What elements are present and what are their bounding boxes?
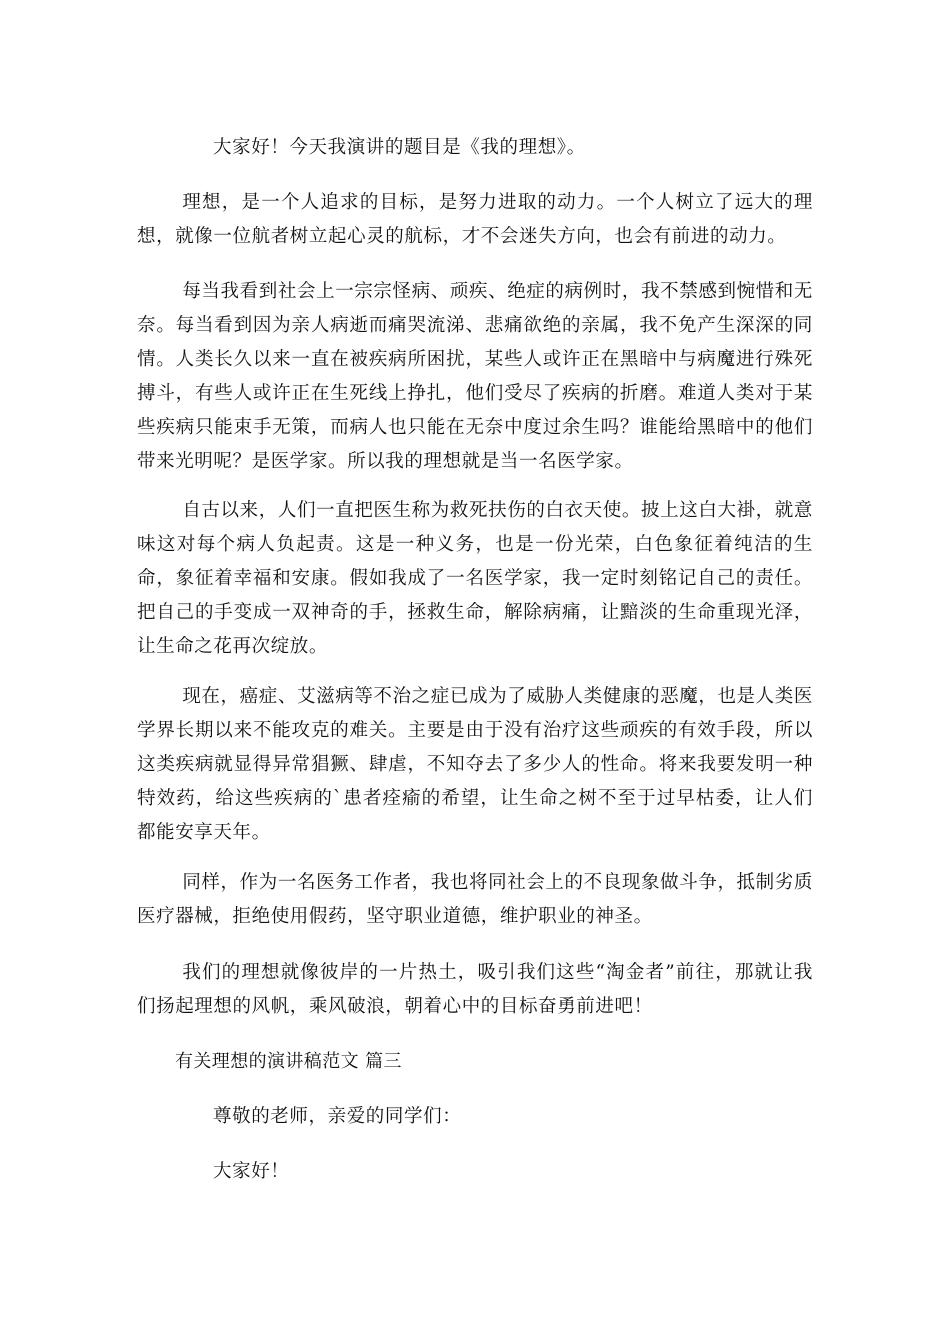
paragraph-illness-sympathy: 每当我看到社会上一宗宗怪病、顽疾、绝症的病例时，我不禁感到惋惜和无奈。每当看到因为亲人病逝而痛哭流涕、悲痛欲绝的亲属，我不免产生深深的同情。人类长久以来一直在被疾病所困扰，某些人或许正在黑暗中与病魔进行殊死搏斗，有些人或许正在生死线上挣扎，他们受尽了疾病的折磨。难道人类对于某些疾病只能束手无策，而病人也只能在无奈中度过余生吗？谁能给黑暗中的他们带来光明呢？是医学家。所以我的理想就是当一名医学家。 bbox=[137, 281, 813, 472]
paragraph-disease-cure: 现在，癌症、艾滋病等不治之症已成为了威胁人类健康的恶魔，也是人类医学界长期以来不能攻克的难关。主要是由于没有治疗这些顽疾的有效手段，所以这类疾病就显得异常猖獗、肆虐，不知夺去了多少人的性命。将来我要发明一种特效药，给这些疾病的`患者痊瘉的希望，让生命之树不至于过早枯委，让人们都能安享天年。 bbox=[137, 686, 813, 843]
paragraph-conclusion: 我们的理想就像彼岸的一片热土，吸引我们这些“淘金者”前往，那就让我们扬起理想的风帆，乘风破浪，朝着心中的目标奋勇前进吧！ bbox=[137, 962, 813, 1017]
greeting-line: 大家好！ bbox=[213, 1161, 290, 1182]
paragraph-ideal-definition: 理想，是一个人追求的目标，是努力进取的动力。一个人树立了远大的理想，就像一位航者树立起心灵的航标，才不会迷失方向，也会有前进的动力。 bbox=[137, 192, 813, 247]
salutation-line: 尊敬的老师，亲爱的同学们： bbox=[213, 1106, 462, 1127]
paragraph-medical-ethics: 同样，作为一名医务工作者，我也将同社会上的不良现象做斗争，抵制劣质医疗器械，拒绝使用假药，坚守职业道德，维护职业的神圣。 bbox=[137, 872, 813, 927]
section-title: 有关理想的演讲稿范文 篇三 bbox=[175, 1051, 402, 1072]
paragraph-white-angel: 自古以来，人们一直把医生称为救死扶伤的白衣天使。披上这白大褂，就意味这对每个病人负起责。这是一种义务，也是一份光荣，白色象征着纯洁的生命，象征着幸福和安康。假如我成了一名医学家，我一定时刻铭记自己的责任。把自己的手变成一双神奇的手，拯救生命，解除病痛，让黯淡的生命重现光泽，让生命之花再次绽放。 bbox=[137, 500, 813, 657]
intro-line: 大家好！今天我演讲的题目是《我的理想》。 bbox=[213, 137, 586, 158]
